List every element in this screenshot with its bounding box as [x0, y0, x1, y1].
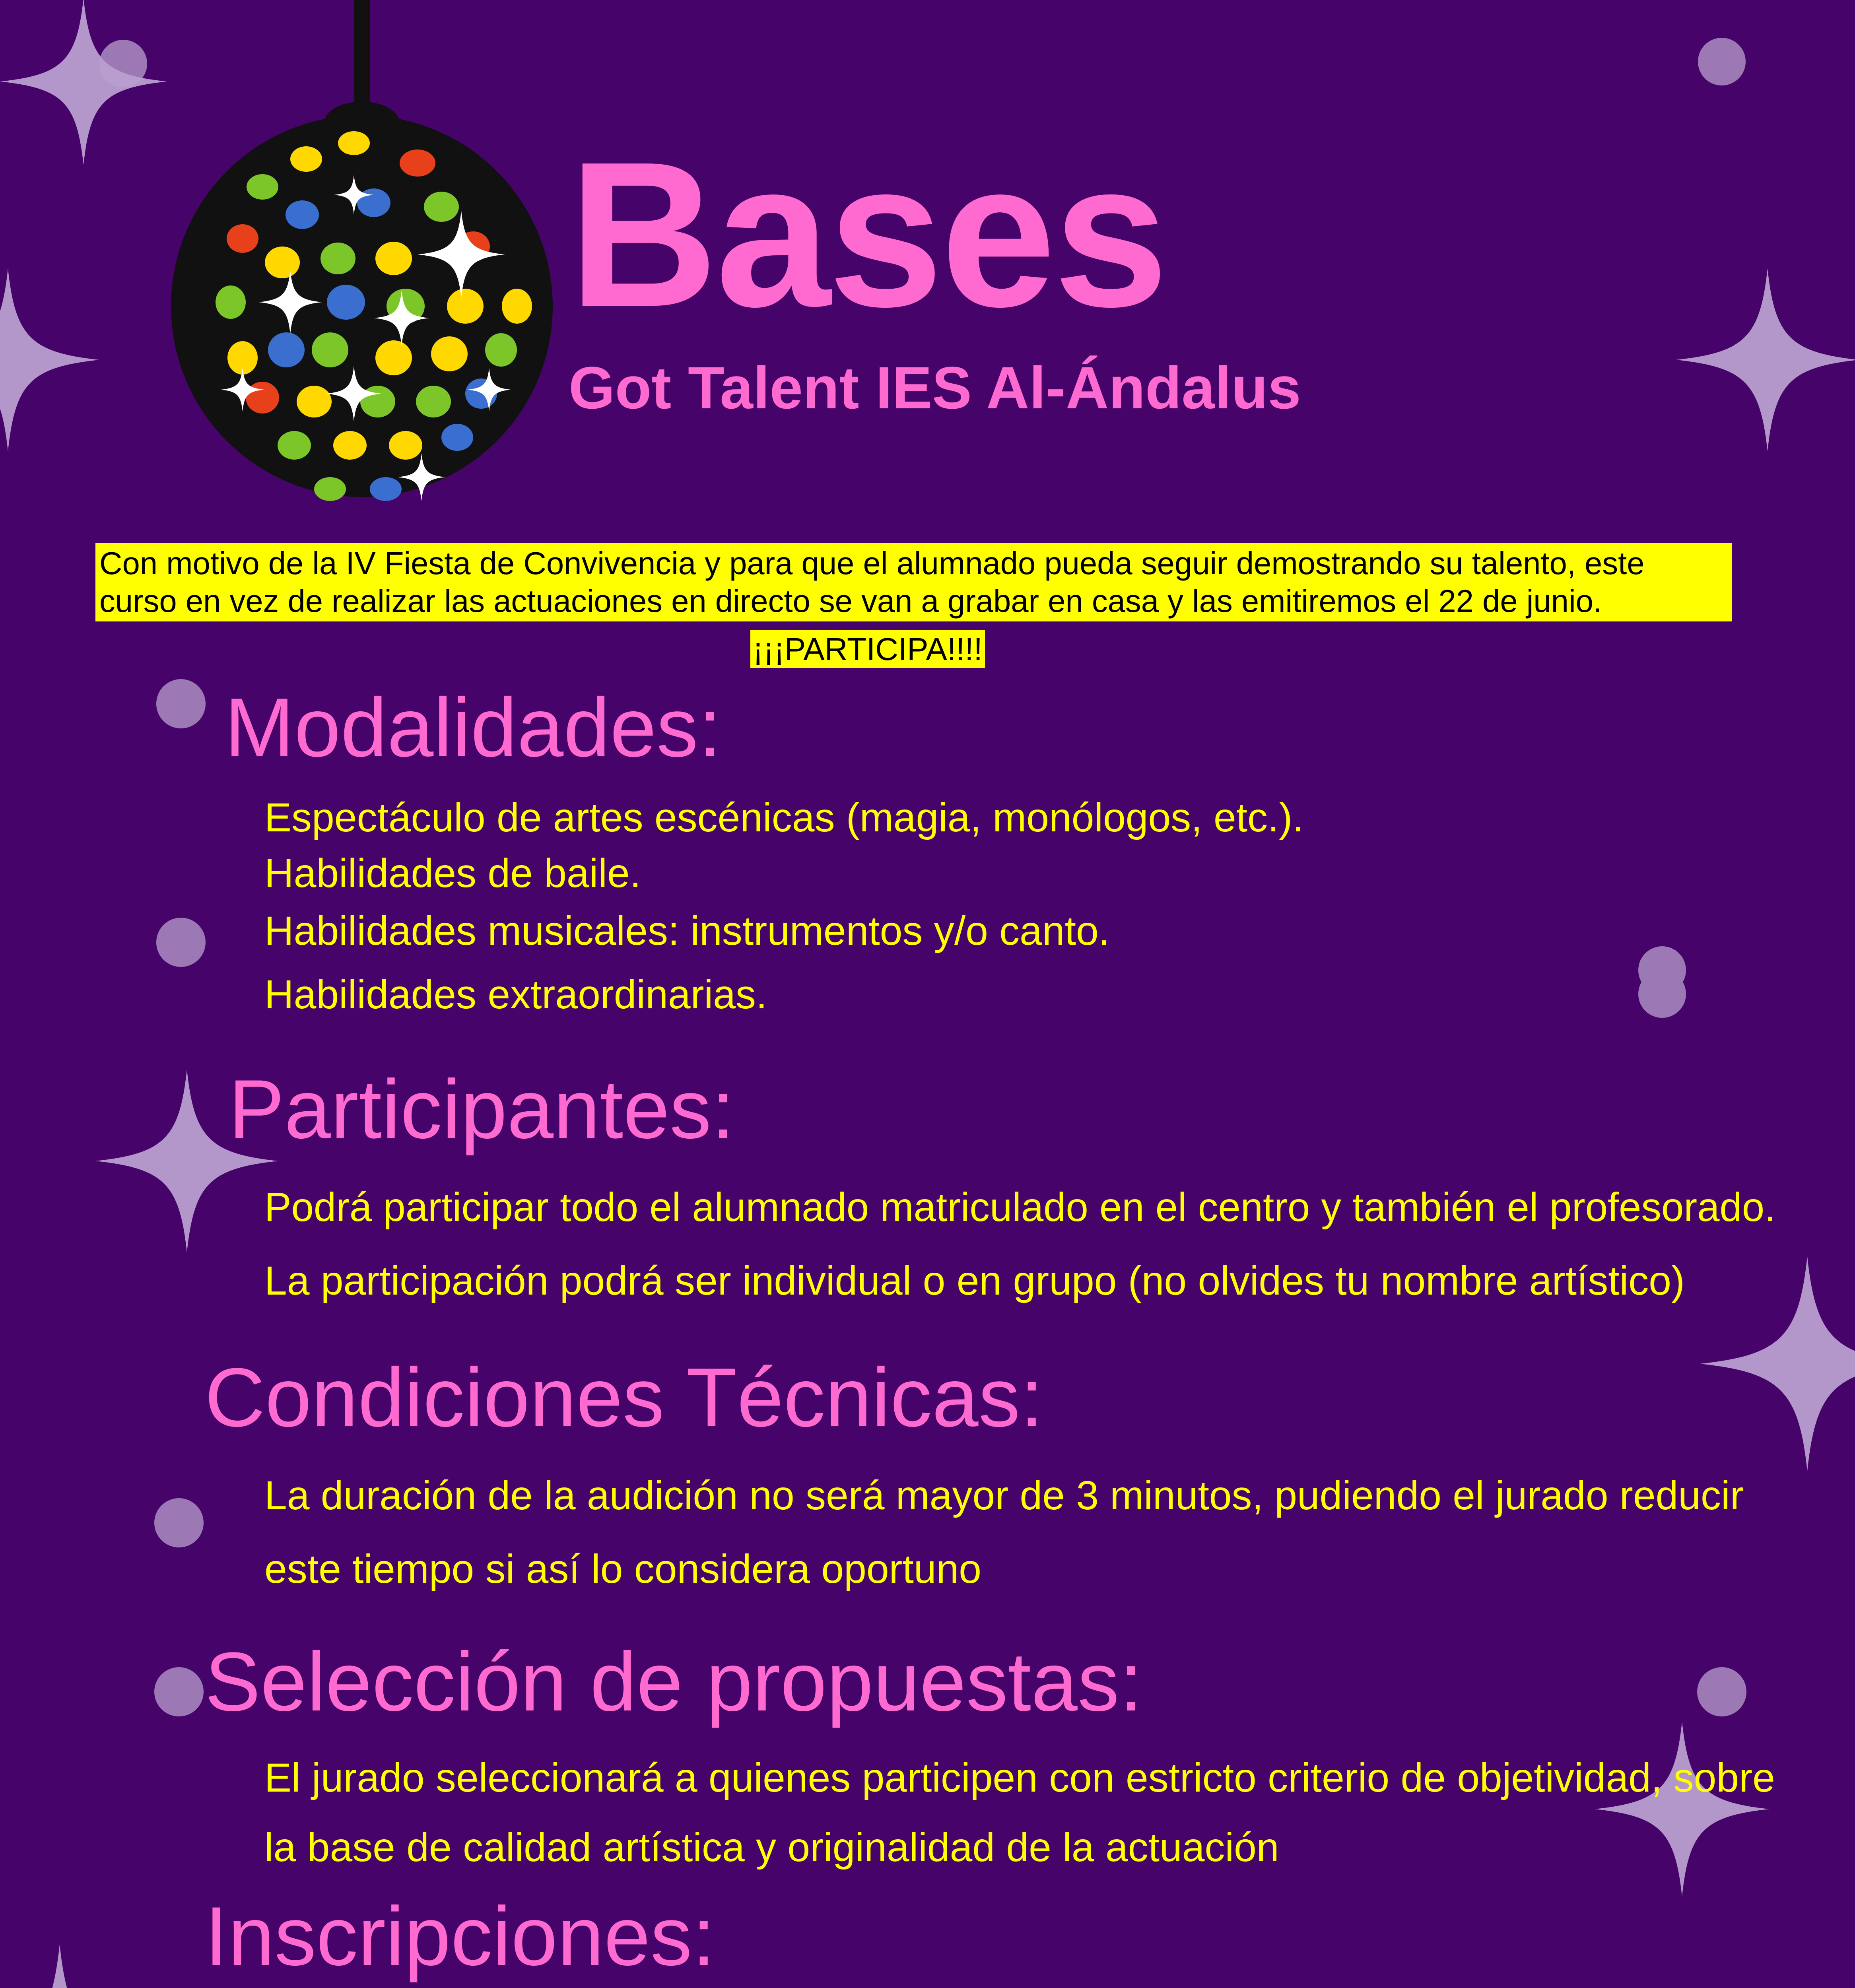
decor-dot — [99, 40, 147, 87]
decor-dot — [1697, 1667, 1746, 1716]
list-item: La duración de la audición no será mayor de 3 minutos, pudiendo el jurado reducir — [264, 1473, 1744, 1518]
sparkle-icon — [0, 1944, 167, 1988]
decor-dot — [156, 679, 206, 728]
list-item: Habilidades extraordinarias. — [264, 972, 767, 1017]
intro-text — [95, 543, 1732, 621]
decor-dot — [156, 918, 206, 967]
list-item: Podrá participar todo el alumnado matriculado en el centro y también el profesorado. — [264, 1184, 1776, 1230]
list-item: la base de calidad artística y originalidad de la actuación — [264, 1825, 1279, 1870]
sparkle-icon — [1676, 268, 1855, 451]
sparkle-icon — [1595, 1722, 1770, 1897]
disco-ball-icon — [163, 0, 561, 525]
page-subtitle: Got Talent IES Al-Ándalus — [569, 354, 1301, 421]
list-item: Habilidades de baile. — [264, 850, 641, 896]
sparkle-icon — [1700, 1256, 1855, 1471]
sparkle-icon — [0, 0, 167, 165]
section-title-inscripciones: Inscripciones: — [205, 1889, 715, 1983]
list-item: La participación podrá ser individual o en grupo (no olvides tu nombre artístico) — [264, 1258, 1685, 1303]
section-title-modalidades: Modalidades: — [225, 681, 722, 774]
sparkle-icon — [0, 268, 99, 451]
section-title-condiciones: Condiciones Técnicas: — [205, 1351, 1043, 1444]
list-item: Espectáculo de artes escénicas (magia, monólogos, etc.). — [264, 795, 1304, 840]
decor-dot — [154, 1498, 204, 1547]
list-item: El jurado seleccionará a quienes participen con estricto criterio de objetividad, sobre — [264, 1755, 1775, 1800]
intro-line: curso en vez de realizar las actuaciones en directo se van a grabar en casa y las emitiremos el 22 de junio. — [99, 583, 1602, 619]
section-title-participantes: Participantes: — [229, 1062, 735, 1156]
list-item: este tiempo si así lo considera oportuno — [264, 1546, 982, 1592]
participa-callout: ¡¡¡PARTICIPA!!!! — [750, 630, 985, 668]
list-item: Habilidades musicales: instrumentos y/o canto. — [264, 908, 1110, 953]
page-title: Bases — [569, 119, 1166, 350]
decor-dot — [154, 1667, 204, 1716]
decor-dot — [1698, 38, 1746, 85]
decor-dot — [1638, 970, 1686, 1018]
section-title-seleccion: Selección de propuestas: — [205, 1635, 1143, 1728]
intro-line: Con motivo de la IV Fiesta de Convivencia y para que el alumnado pueda seguir demostrando su talento, este — [99, 546, 1645, 581]
